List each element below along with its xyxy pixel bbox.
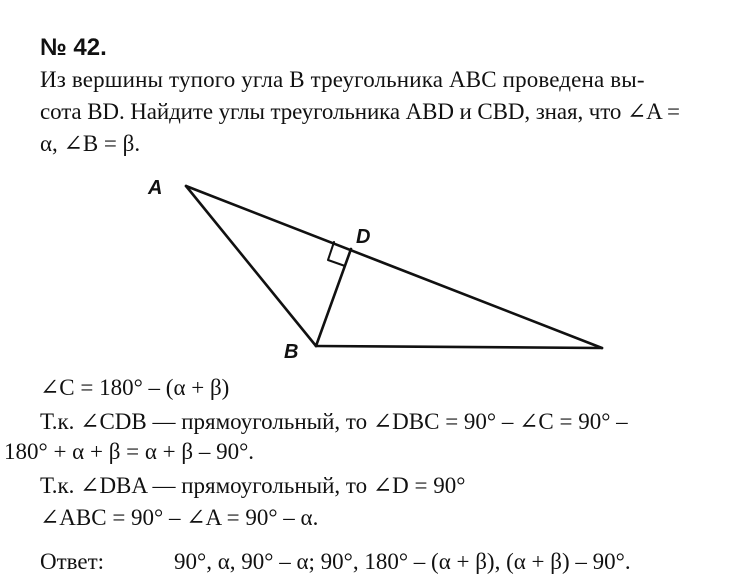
statement-line-2: сота BD. Найдите углы треугольника ABD и CBD, зная, что ∠A = bbox=[40, 99, 680, 124]
answer-row bbox=[40, 548, 631, 576]
side-bc bbox=[316, 346, 602, 348]
vertex-label-d: D bbox=[356, 226, 371, 248]
vertex-label-b: B bbox=[284, 341, 299, 363]
altitude-bd bbox=[316, 249, 351, 346]
solution-line-1: ∠C = 180° – (α + β) bbox=[40, 375, 230, 400]
solution-line-5: ∠ABC = 90° – ∠A = 90° – α. bbox=[40, 505, 319, 530]
statement-line-1: Из вершины тупого угла B треугольника ABC проведена вы- bbox=[40, 67, 645, 92]
solution-line-2: Т.к. ∠CDB — прямоугольный, то ∠DBC = 90° – ∠C = 90° – bbox=[40, 409, 628, 434]
solution-line-4: Т.к. ∠DBA — прямоугольный, то ∠D = 90° bbox=[40, 473, 466, 498]
vertex-label-a: A bbox=[148, 177, 163, 199]
side-ac bbox=[186, 186, 602, 348]
answer-value: 90°, α, 90° – α; 90°, 180° – (α + β), (α + β) – 90°. bbox=[174, 549, 631, 574]
answer-label: Ответ: bbox=[40, 549, 105, 574]
problem-number: № 42. bbox=[40, 34, 107, 61]
solution-line-3: 180° + α + β = α + β – 90°. bbox=[4, 439, 255, 464]
statement-line-3: α, ∠B = β. bbox=[40, 131, 141, 156]
